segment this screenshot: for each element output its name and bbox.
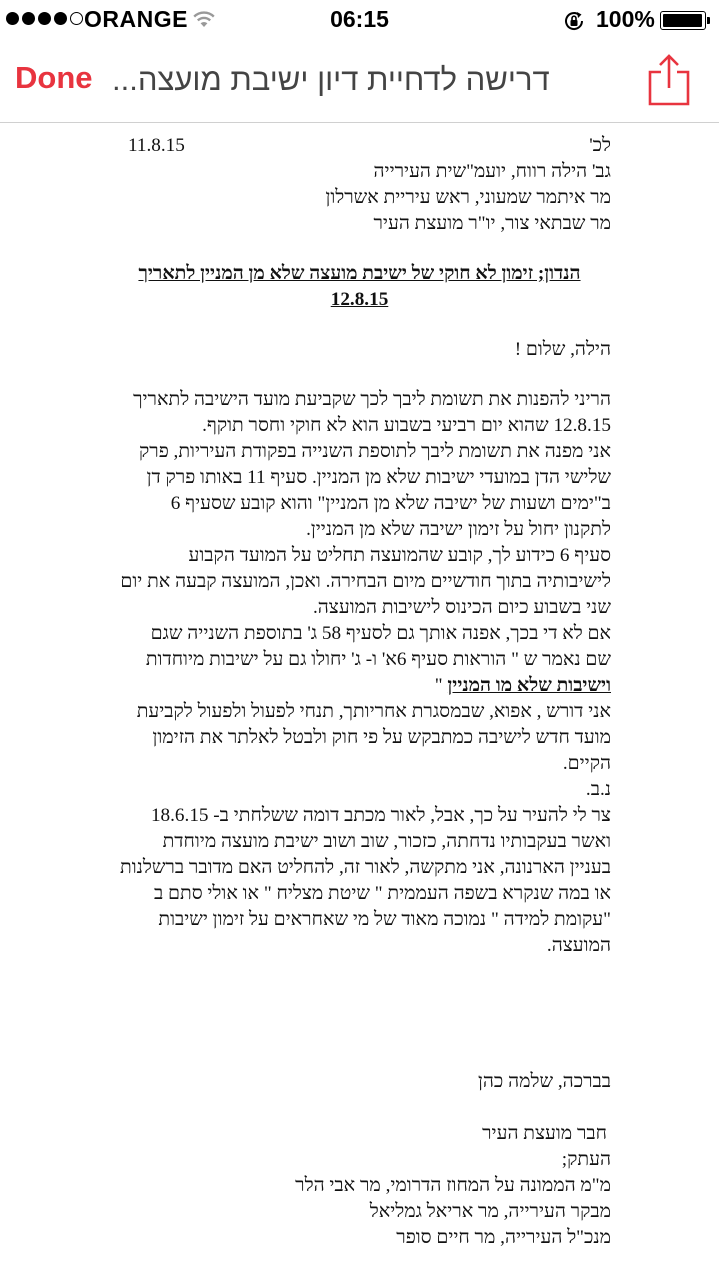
status-time: 06:15 [330,6,389,32]
letter-date: 11.8.15 [128,135,185,156]
nb-label: נ.ב. [585,779,611,800]
cc-label: העתק; [561,1149,611,1170]
body-line: הריני להפנות את תשומת ליבך לכך שקביעת מועד הישיבה לתאריך [133,389,611,410]
cc-item: מ"מ הממונה על המחוז הדרומי, מר אבי הלר [295,1175,611,1196]
bold-phrase: וישיבות שלא מו המניין [447,675,611,696]
cc-item: מנכ"ל העירייה, מר חיים סופר [396,1227,611,1248]
carrier-name: ORANGE [84,6,188,32]
battery-percent: 100% [596,6,655,32]
body-line: סעיף 6 כידוע לך, קובע שהמועצה תחליט על המועד הקבוע [188,545,611,566]
postscript-line: "עקומת למידה " נמוכה מאוד של מי שאחראים על זימון ישיבות [158,909,611,930]
document-view[interactable] [0,123,719,1280]
cc-item: מבקר העירייה, מר אריאל גמליאל [369,1201,611,1222]
postscript-line: או במה שנקרא בשפה העממית " שיטת מצליח " או אולי סתם ב [153,883,611,904]
postscript-line: ואשר בעקבותיו נדחתה, כזכור, שוב ושוב ישיבת מועצה מיוחדת [162,831,611,852]
body-line: הקיים. [562,753,611,774]
subject-line-date: 12.8.15 [330,289,389,310]
body-line: שם נאמר ש " הוראות סעיף 6א' ו- ג' יחולו גם על ישיבות מיוחדות [145,649,611,670]
closing: בברכה, שלמה כהן [477,1071,611,1092]
body-line-emphasis [435,673,611,699]
body-line: לישיבותיה בתוך חודשיים מיום הבחירה. ואכן, המועצה קבעה את יום [120,571,611,592]
share-icon[interactable] [646,50,692,113]
recipient-line: גב' הילה רווח, יועמ"שית העירייה [373,161,611,182]
signer-title: חבר מועצת העיר [482,1123,607,1144]
recipient-line: מר איתמר שמעוני, ראש עיריית אשרלון [325,187,611,208]
body-line: שלישי הדן במועדי ישיבות שלא מן המניין. סעיף 11 באותו פרק דן [146,467,611,488]
body-line: מועד חדש לישיבה כמתבקש על פי חוק ולבטל לאלתר את הזימון [152,727,611,748]
greeting: הילה, שלום ! [514,339,611,360]
document-title: דרישה לדחיית דיון ישיבת מועצה... [112,62,550,97]
battery-icon [660,11,710,30]
to-label: לכ' [589,135,611,156]
body-line: ב"ימים ושעות של ישיבה שלא מן המניין" והוא קובע שסעיף 6 [170,493,611,514]
closing-quote: " [434,675,448,696]
recipient-line: מר שבתאי צור, יו"ר מועצת העיר [373,213,611,234]
body-line: שני בשבוע כיום הכינוס לישיבות המועצה. [312,597,611,618]
orientation-lock-icon [562,9,586,39]
body-line: אם לא די בכך, אפנה אותך גם לסעיף 58 ג' בתוספת השנייה שגם [150,623,611,644]
done-button[interactable]: Done [15,60,93,95]
body-line: אני דורש , אפוא, שבמסגרת אחריותך, תנחי לפעול ולפעול לקביעת [136,701,611,722]
status-bar [0,0,719,40]
body-line: אני מפנה את תשומת ליבך לתוספת השנייה בפקודת העיריות, פרק [139,441,611,462]
postscript-line: בעניין הארנונה, אני מתקשה, לאור זה, להחליט האם מדובר ברשלנות [120,857,611,878]
body-line: 12.8.15 שהוא יום רביעי בשבוע הוא לא חוקי וחסר תוקף. [202,415,611,436]
subject-line: הנדון; זימון לא חוקי של ישיבת מועצה שלא מן המניין לתאריך [138,263,581,284]
postscript-line: המועצה. [546,935,611,956]
postscript-line: צר לי להעיר על כך, אבל, לאור מכתב דומה ששלחתי ב- 18.6.15 [150,805,611,826]
body-line: לתקנון יחול על זימון ישיבה שלא מן המניין. [306,519,611,540]
navigation-bar [0,40,719,123]
